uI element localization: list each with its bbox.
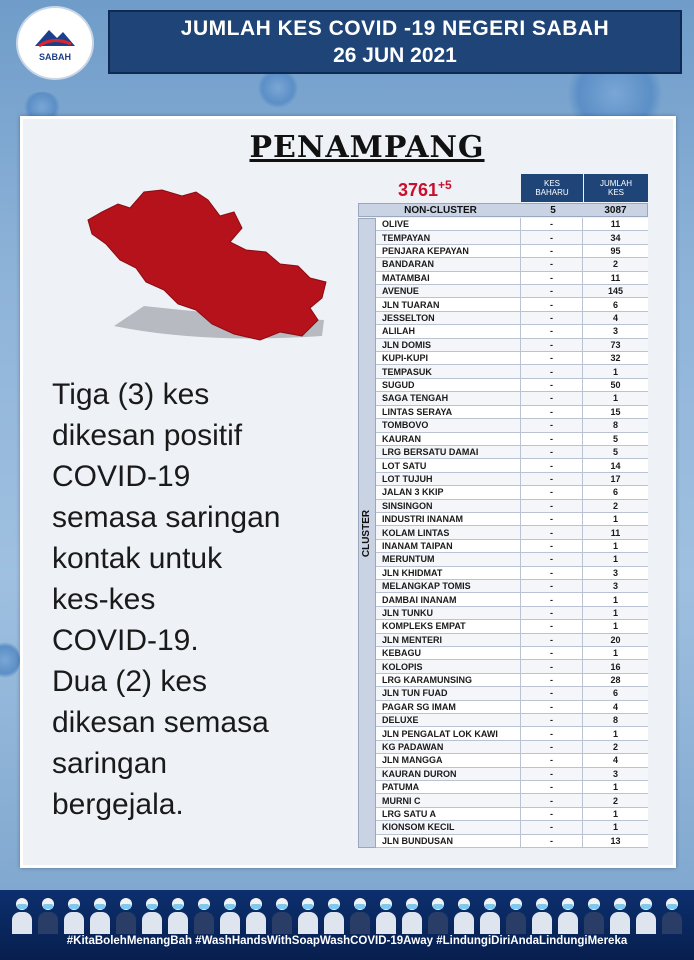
cluster-name: JLN TUARAN xyxy=(376,298,521,310)
cluster-total-cases: 6 xyxy=(612,299,618,310)
table-row xyxy=(376,258,648,271)
table-row xyxy=(376,607,648,620)
cluster-name: INANAM TAIPAN xyxy=(376,540,521,552)
cluster-total-cases: 15 xyxy=(610,406,621,417)
non-cluster-new: 5 xyxy=(550,204,556,216)
message-line: kes-kes xyxy=(52,583,156,616)
table-row xyxy=(376,433,648,446)
frontliner-figure-icon xyxy=(36,898,60,934)
frontliner-figure-icon xyxy=(88,898,112,934)
cluster-new-cases: - xyxy=(521,459,583,471)
cluster-total-cases: 20 xyxy=(610,634,621,645)
frontliner-figure-icon xyxy=(556,898,580,934)
cluster-name: MERUNTUM xyxy=(376,553,521,565)
cluster-name: KIONSOM KECIL xyxy=(376,821,521,833)
virus-decoration xyxy=(0,640,20,680)
table-row xyxy=(376,365,648,378)
frontliner-figure-icon xyxy=(530,898,554,934)
cluster-total-cases: 1 xyxy=(612,594,618,605)
cluster-name: JLN PENGALAT LOK KAWI xyxy=(376,727,521,739)
cluster-name: SAGA TENGAH xyxy=(376,392,521,404)
cluster-total-cases: 145 xyxy=(607,286,624,297)
cluster-name: KAURAN xyxy=(376,433,521,445)
cluster-name: PAGAR SG IMAM xyxy=(376,701,521,713)
message-line: dikesan semasa xyxy=(52,706,269,739)
cluster-total-cases: 1 xyxy=(612,728,618,739)
cluster-total-cases: 14 xyxy=(610,460,621,471)
cluster-new-cases: - xyxy=(521,660,583,672)
cluster-total-cases: 1 xyxy=(612,782,618,793)
frontliner-figure-icon xyxy=(582,898,606,934)
column-header-label: KES BAHARU xyxy=(535,179,569,197)
table-row xyxy=(376,687,648,700)
table-row xyxy=(376,500,648,513)
cluster-total-cases: 1 xyxy=(612,514,618,525)
footer-banner xyxy=(0,890,694,960)
non-cluster-row xyxy=(358,203,648,217)
table-row xyxy=(376,620,648,633)
cluster-total-cases: 4 xyxy=(612,755,618,766)
table-row xyxy=(376,634,648,647)
table-row xyxy=(376,459,648,472)
message-line: kontak untuk xyxy=(52,542,223,575)
cluster-new-cases: - xyxy=(521,473,583,485)
cluster-name: MATAMBAI xyxy=(376,272,521,284)
frontliner-figure-icon xyxy=(166,898,190,934)
message-line: bergejala. xyxy=(52,788,184,821)
table-row xyxy=(376,231,648,244)
cluster-name: JLN TUNKU xyxy=(376,607,521,619)
cluster-new-cases: - xyxy=(521,714,583,726)
cluster-name: KG PADAWAN xyxy=(376,741,521,753)
message-line: COVID-19. xyxy=(52,624,199,657)
cluster-new-cases: - xyxy=(521,754,583,766)
frontliner-figure-icon xyxy=(400,898,424,934)
cluster-name: PENJARA KEPAYAN xyxy=(376,245,521,257)
cluster-total-cases: 3 xyxy=(612,567,618,578)
cluster-name: LRG BERSATU DAMAI xyxy=(376,446,521,458)
frontliner-figure-icon xyxy=(218,898,242,934)
cluster-new-cases: - xyxy=(521,741,583,753)
table-row xyxy=(376,553,648,566)
cluster-total-cases: 5 xyxy=(612,433,618,444)
table-row xyxy=(376,714,648,727)
cluster-total-cases: 1 xyxy=(612,366,618,377)
cluster-total-cases: 4 xyxy=(612,701,618,712)
cluster-name: INDUSTRI INANAM xyxy=(376,513,521,525)
cluster-new-cases: - xyxy=(521,245,583,257)
table-row xyxy=(376,526,648,539)
table-row xyxy=(376,674,648,687)
cluster-total-cases: 3 xyxy=(612,326,618,337)
cluster-new-cases: - xyxy=(521,781,583,793)
cluster-name: KOMPLEKS EMPAT xyxy=(376,620,521,632)
cluster-total-cases: 73 xyxy=(610,339,621,350)
cluster-name: LRG SATU A xyxy=(376,808,521,820)
cluster-new-cases: - xyxy=(521,794,583,806)
frontliner-figure-icon xyxy=(10,898,34,934)
cluster-total-cases: 2 xyxy=(612,795,618,806)
non-cluster-label: NON-CLUSTER xyxy=(404,204,477,216)
cluster-total-cases: 13 xyxy=(610,835,621,846)
cluster-new-cases: - xyxy=(521,540,583,552)
table-row xyxy=(376,298,648,311)
cluster-total-cases: 3 xyxy=(612,768,618,779)
cluster-label: CLUSTER xyxy=(361,509,373,557)
column-header-label: JUMLAH KES xyxy=(599,179,632,197)
cluster-new-cases: - xyxy=(521,701,583,713)
total-cases-badge xyxy=(398,178,452,201)
cluster-new-cases: - xyxy=(521,231,583,243)
cluster-new-cases: - xyxy=(521,500,583,512)
frontliner-figure-icon xyxy=(296,898,320,934)
frontliner-figure-icon xyxy=(322,898,346,934)
cluster-total-cases: 1 xyxy=(612,554,618,565)
frontliner-figure-icon xyxy=(192,898,216,934)
cluster-total-cases: 1 xyxy=(612,621,618,632)
table-row xyxy=(376,419,648,432)
table-row xyxy=(376,312,648,325)
cluster-new-cases: - xyxy=(521,727,583,739)
cluster-name: KOLOPIS xyxy=(376,660,521,672)
cluster-name: JESSELTON xyxy=(376,312,521,324)
cluster-name: LOT TUJUH xyxy=(376,473,521,485)
cluster-total-cases: 1 xyxy=(612,607,618,618)
frontliner-figure-icon xyxy=(478,898,502,934)
table-row xyxy=(376,754,648,767)
cluster-new-cases: - xyxy=(521,821,583,833)
cluster-new-cases: - xyxy=(521,620,583,632)
cluster-total-cases: 1 xyxy=(612,809,618,820)
cluster-new-cases: - xyxy=(521,808,583,820)
table-row xyxy=(376,285,648,298)
cluster-new-cases: - xyxy=(521,513,583,525)
cluster-new-cases: - xyxy=(521,674,583,686)
cluster-total-cases: 8 xyxy=(612,420,618,431)
logo-text: SABAH xyxy=(38,52,71,62)
table-row xyxy=(376,821,648,834)
cluster-new-cases: - xyxy=(521,433,583,445)
frontliner-figure-icon xyxy=(608,898,632,934)
frontliner-figure-icon xyxy=(634,898,658,934)
cluster-side-label xyxy=(358,218,376,848)
table-row xyxy=(376,392,648,405)
table-row xyxy=(376,540,648,553)
cluster-name: JLN BUNDUSAN xyxy=(376,835,521,847)
cluster-new-cases: - xyxy=(521,526,583,538)
table-row xyxy=(376,473,648,486)
cluster-name: OLIVE xyxy=(376,218,521,230)
cluster-total-cases: 16 xyxy=(610,661,621,672)
cluster-name: SUGUD xyxy=(376,379,521,391)
frontliner-figure-icon xyxy=(114,898,138,934)
cluster-total-cases: 95 xyxy=(610,246,621,257)
cluster-total-cases: 11 xyxy=(610,272,621,283)
cluster-new-cases: - xyxy=(521,339,583,351)
table-row xyxy=(376,808,648,821)
message-line: Dua (2) kes xyxy=(52,665,208,698)
table-row xyxy=(376,781,648,794)
cluster-new-cases: - xyxy=(521,446,583,458)
total-value: 3761 xyxy=(398,180,439,200)
cluster-new-cases: - xyxy=(521,406,583,418)
column-header-new-cases xyxy=(521,174,583,202)
cluster-new-cases: - xyxy=(521,258,583,270)
cluster-new-cases: - xyxy=(521,835,583,847)
cluster-new-cases: - xyxy=(521,634,583,646)
title-banner xyxy=(108,10,682,74)
table-row xyxy=(376,741,648,754)
cluster-new-cases: - xyxy=(521,607,583,619)
cluster-name: BANDARAN xyxy=(376,258,521,270)
table-row xyxy=(376,325,648,338)
message-line: dikesan positif xyxy=(52,419,243,452)
cluster-total-cases: 50 xyxy=(610,380,621,391)
cluster-new-cases: - xyxy=(521,272,583,284)
frontliner-figures xyxy=(10,894,684,934)
cluster-name: MELANGKAP TOMIS xyxy=(376,580,521,592)
frontliner-figure-icon xyxy=(426,898,450,934)
cluster-new-cases: - xyxy=(521,580,583,592)
virus-decoration xyxy=(258,68,298,108)
cluster-total-cases: 2 xyxy=(612,500,618,511)
logo-mountain-icon xyxy=(33,24,77,50)
cluster-new-cases: - xyxy=(521,325,583,337)
cluster-name: SINSINGON xyxy=(376,500,521,512)
cluster-total-cases: 3 xyxy=(612,581,618,592)
cluster-name: PATUMA xyxy=(376,781,521,793)
cluster-total-cases: 32 xyxy=(610,353,621,364)
cluster-new-cases: - xyxy=(521,218,583,230)
cluster-new-cases: - xyxy=(521,567,583,579)
frontliner-figure-icon xyxy=(374,898,398,934)
sabah-logo xyxy=(16,6,94,80)
table-row xyxy=(376,339,648,352)
cluster-name: JLN MENTERI xyxy=(376,634,521,646)
cluster-total-cases: 1 xyxy=(612,822,618,833)
message-line: Tiga (3) kes xyxy=(52,378,210,411)
case-message xyxy=(52,374,352,825)
table-row xyxy=(376,701,648,714)
cluster-name: DAMBAI INANAM xyxy=(376,593,521,605)
cluster-new-cases: - xyxy=(521,285,583,297)
cluster-name: KOLAM LINTAS xyxy=(376,526,521,538)
cluster-new-cases: - xyxy=(521,486,583,498)
cluster-new-cases: - xyxy=(521,647,583,659)
message-line: COVID-19 xyxy=(52,460,191,493)
district-title: PENAMPANG xyxy=(249,130,485,165)
table-row xyxy=(376,513,648,526)
cluster-new-cases: - xyxy=(521,392,583,404)
frontliner-figure-icon xyxy=(62,898,86,934)
table-row xyxy=(376,727,648,740)
table-row xyxy=(376,580,648,593)
table-row xyxy=(376,218,648,231)
cluster-name: AVENUE xyxy=(376,285,521,297)
total-new: +5 xyxy=(438,178,452,192)
cluster-total-cases: 11 xyxy=(610,219,621,230)
title-line-1: JUMLAH KES COVID -19 NEGERI SABAH xyxy=(180,17,610,40)
cluster-new-cases: - xyxy=(521,768,583,780)
cluster-name: KUPI-KUPI xyxy=(376,352,521,364)
frontliner-figure-icon xyxy=(348,898,372,934)
cluster-new-cases: - xyxy=(521,365,583,377)
cluster-name: ALILAH xyxy=(376,325,521,337)
cluster-table xyxy=(376,218,648,848)
frontliner-figure-icon xyxy=(452,898,476,934)
cluster-total-cases: 5 xyxy=(612,447,618,458)
cluster-name: MURNI C xyxy=(376,794,521,806)
cluster-new-cases: - xyxy=(521,298,583,310)
table-row xyxy=(376,593,648,606)
cluster-new-cases: - xyxy=(521,593,583,605)
cluster-total-cases: 8 xyxy=(612,715,618,726)
frontliner-figure-icon xyxy=(660,898,684,934)
cluster-new-cases: - xyxy=(521,553,583,565)
cluster-new-cases: - xyxy=(521,352,583,364)
cluster-name: JALAN 3 KKIP xyxy=(376,486,521,498)
cluster-new-cases: - xyxy=(521,687,583,699)
frontliner-figure-icon xyxy=(244,898,268,934)
title-date: 26 JUN 2021 xyxy=(333,44,457,67)
cluster-name: TOMBOVO xyxy=(376,419,521,431)
cluster-total-cases: 6 xyxy=(612,688,618,699)
frontliner-figure-icon xyxy=(504,898,528,934)
cluster-total-cases: 28 xyxy=(610,675,621,686)
table-row xyxy=(376,794,648,807)
cluster-name: JLN DOMIS xyxy=(376,339,521,351)
cluster-new-cases: - xyxy=(521,419,583,431)
cluster-new-cases: - xyxy=(521,379,583,391)
cluster-total-cases: 34 xyxy=(610,232,621,243)
cluster-name: JLN TUN FUAD xyxy=(376,687,521,699)
district-map xyxy=(84,186,330,342)
non-cluster-total: 3087 xyxy=(604,204,627,216)
cluster-name: TEMPAYAN xyxy=(376,231,521,243)
table-row xyxy=(376,768,648,781)
cluster-name: KAURAN DURON xyxy=(376,768,521,780)
table-row xyxy=(376,352,648,365)
cluster-total-cases: 1 xyxy=(612,393,618,404)
cluster-name: TEMPASUK xyxy=(376,365,521,377)
cluster-new-cases: - xyxy=(521,312,583,324)
cluster-total-cases: 11 xyxy=(610,527,621,538)
cluster-name: LINTAS SERAYA xyxy=(376,406,521,418)
cluster-name: LRG KARAMUNSING xyxy=(376,674,521,686)
table-row xyxy=(376,835,648,848)
column-header-total-cases xyxy=(584,174,648,202)
cluster-name: KEBAGU xyxy=(376,647,521,659)
table-row xyxy=(376,446,648,459)
cluster-total-cases: 2 xyxy=(612,259,618,270)
table-row xyxy=(376,272,648,285)
table-row xyxy=(376,567,648,580)
cluster-total-cases: 4 xyxy=(612,313,618,324)
cluster-name: LOT SATU xyxy=(376,459,521,471)
table-row xyxy=(376,379,648,392)
table-row xyxy=(376,660,648,673)
cluster-total-cases: 1 xyxy=(612,540,618,551)
cluster-total-cases: 1 xyxy=(612,648,618,659)
table-row xyxy=(376,406,648,419)
cluster-total-cases: 6 xyxy=(612,487,618,498)
cluster-name: DELUXE xyxy=(376,714,521,726)
cluster-total-cases: 2 xyxy=(612,742,618,753)
table-row xyxy=(376,486,648,499)
frontliner-figure-icon xyxy=(140,898,164,934)
message-line: saringan xyxy=(52,747,168,780)
message-line: semasa saringan xyxy=(52,501,281,534)
cluster-name: JLN MANGGA xyxy=(376,754,521,766)
cluster-name: JLN KHIDMAT xyxy=(376,567,521,579)
footer-hashtags: #KitaBolehMenangBah #WashHandsWithSoapWashCOVID-19Away #LindungiDiriAndaLindungiMereka xyxy=(66,935,628,947)
table-row xyxy=(376,647,648,660)
frontliner-figure-icon xyxy=(270,898,294,934)
table-row xyxy=(376,245,648,258)
cluster-total-cases: 17 xyxy=(610,473,621,484)
